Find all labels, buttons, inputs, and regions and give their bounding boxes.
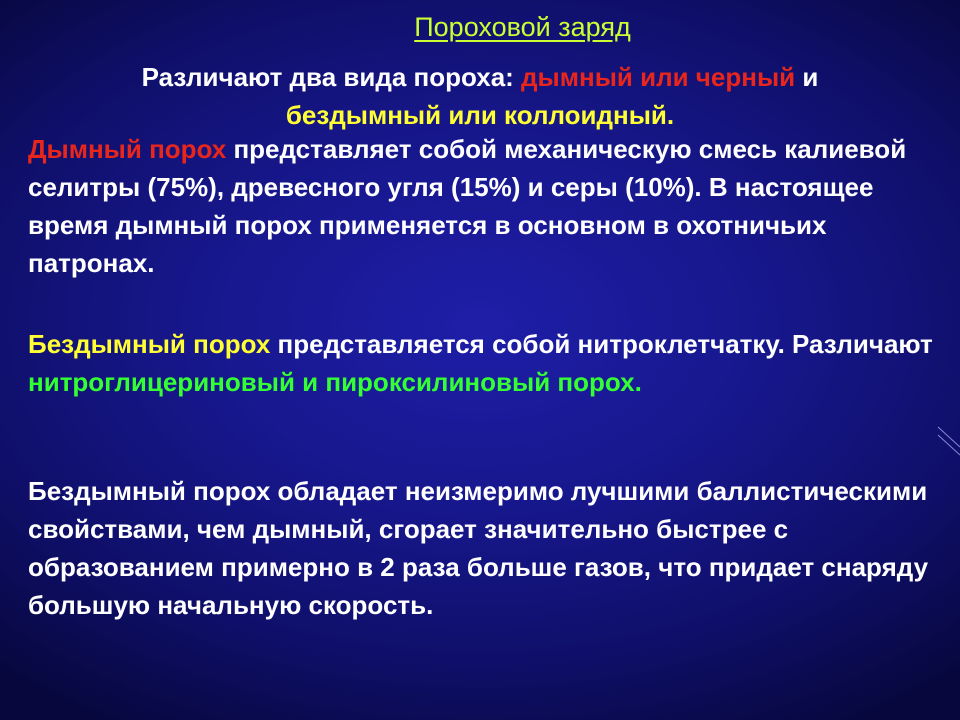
subtitle-text-b: и bbox=[795, 62, 819, 92]
paragraph-smokeless-types: нитроглицериновый и пироксилиновый порох. bbox=[28, 367, 642, 397]
subtitle bbox=[0, 58, 960, 134]
subtitle-smoky-type: дымный или черный bbox=[521, 62, 796, 92]
paragraph-smoky-lead: Дымный порох bbox=[28, 134, 227, 164]
slide-title: Пороховой заряд bbox=[414, 12, 631, 42]
paragraph-comparison bbox=[28, 472, 948, 624]
paragraph-smokeless-lead: Бездымный порох bbox=[28, 329, 271, 359]
paragraph-smokeless-powder bbox=[28, 325, 948, 401]
subtitle-smokeless-type: бездымный или коллоидный. bbox=[285, 100, 675, 130]
paragraph-comparison-text: Бездымный порох обладает неизмеримо лучшими баллистическими свойствами, чем дымный, сгорает значительно быстрее с образованием примерно в 2 раза больше газов, что придает снаряду большую начальную скорость. bbox=[28, 476, 929, 620]
paragraph-smoky-text: представляет собой механическую смесь калиевой селитры (75%), древесного угля (15%) и серы (10%). В настоящее время дымный порох применяется в основном в охотничьих патронах. bbox=[28, 134, 907, 278]
paragraph-smokeless-text: представляется собой нитроклетчатку. Различают bbox=[270, 329, 933, 359]
paragraph-smoky-powder bbox=[28, 130, 948, 282]
subtitle-text-a: Различают два вида пороха: bbox=[141, 62, 522, 92]
corner-decoration-lines bbox=[936, 425, 960, 465]
